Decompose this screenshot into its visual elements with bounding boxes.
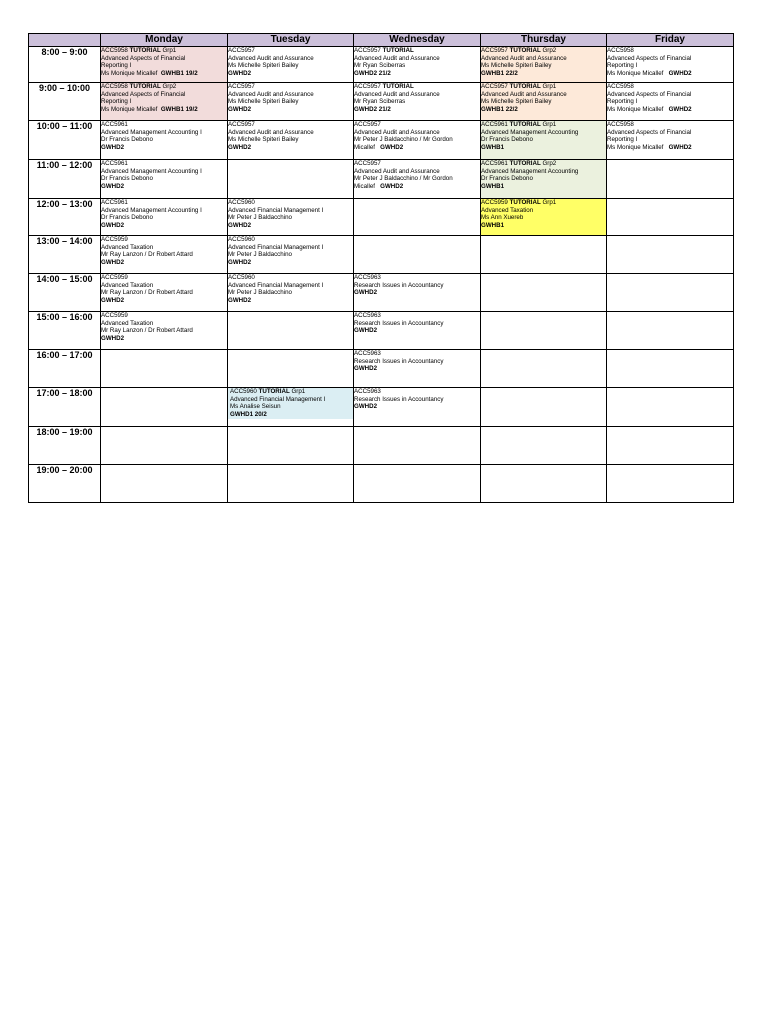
room: GWHD2 (354, 327, 378, 335)
course-title: Research Issues in Accountancy (354, 395, 444, 403)
time-row (29, 160, 734, 199)
slot-tuesday[interactable] (228, 83, 354, 121)
room: GWHD2 (228, 70, 252, 78)
lecturer: Ms Monique Micallef (607, 106, 664, 114)
course-title: Advanced Management Accounting (481, 167, 579, 175)
tutorial-tag: TUTORIAL (382, 47, 414, 54)
slot-tuesday[interactable] (228, 199, 354, 236)
course-code: ACC5961 (481, 160, 508, 167)
tutorial-tag: TUTORIAL (509, 83, 541, 90)
day-header-friday: Friday (607, 34, 734, 47)
time-label: 15:00 – 16:00 (29, 312, 101, 350)
lecturer: Dr Francis Debono (101, 214, 153, 222)
group-tag: Grp2 (542, 160, 557, 167)
course-title-cont: Reporting I (101, 62, 132, 70)
group-tag: Grp1 (542, 199, 557, 206)
time-row (29, 388, 734, 427)
slot-thursday[interactable] (481, 465, 607, 503)
slot-thursday[interactable] (481, 47, 607, 83)
time-row (29, 427, 734, 465)
slot-wednesday[interactable] (354, 236, 481, 274)
course-code: ACC5957 (481, 83, 508, 90)
time-label: 9:00 – 10:00 (29, 83, 101, 121)
lecturer: Mr Peter J Baldacchino (228, 289, 292, 297)
tutorial-highlight (228, 388, 353, 419)
room: GWHD2 (228, 144, 252, 152)
slot-monday[interactable] (101, 388, 228, 427)
lecturer: Ms Monique Micallef (607, 70, 664, 78)
slot-wednesday[interactable] (354, 47, 481, 83)
course-code: ACC5963 (354, 350, 381, 357)
lecturer: Mr Ray Lanzon / Dr Robert Attard (101, 327, 193, 335)
time-label: 17:00 – 18:00 (29, 388, 101, 427)
slot-friday[interactable] (607, 350, 734, 388)
course-code: ACC5961 (101, 199, 128, 206)
course-code: ACC5957 (228, 121, 255, 128)
course-title-cont: Reporting I (101, 98, 132, 106)
course-title: Advanced Taxation (101, 281, 154, 289)
room: GWHD2 (354, 403, 378, 411)
slot-tuesday[interactable] (228, 427, 354, 465)
day-header-monday: Monday (101, 34, 228, 47)
course-code: ACC5961 (481, 121, 508, 128)
slot-friday[interactable] (607, 312, 734, 350)
course-code: ACC5958 (101, 83, 128, 90)
course-code: ACC5957 (354, 47, 381, 54)
slot-friday[interactable] (607, 465, 734, 503)
course-title: Advanced Audit and Assurance (481, 90, 567, 98)
course-title: Advanced Financial Management I (228, 281, 324, 289)
time-label: 11:00 – 12:00 (29, 160, 101, 199)
course-title: Advanced Aspects of Financial (607, 54, 692, 62)
time-label: 8:00 – 9:00 (29, 47, 101, 83)
group-tag: Grp2 (162, 83, 177, 90)
time-label: 18:00 – 19:00 (29, 427, 101, 465)
course-title-cont: Reporting I (607, 136, 638, 144)
lecturer: Ms Michelle Spiteri Bailey (228, 98, 299, 106)
course-title: Advanced Financial Management I (228, 243, 324, 251)
time-row (29, 83, 734, 121)
lecturer-cont: Micallef (354, 144, 375, 152)
lecturer: Mr Peter J Baldacchino (228, 214, 292, 222)
room: GWHD2 (228, 297, 252, 305)
room: GWHD2 (668, 70, 692, 78)
course-title: Advanced Aspects of Financial (101, 90, 186, 98)
tutorial-tag: TUTORIAL (509, 199, 541, 206)
day-header-thursday: Thursday (481, 34, 607, 47)
course-title: Advanced Audit and Assurance (228, 54, 314, 62)
tutorial-tag: TUTORIAL (509, 47, 541, 54)
course-code: ACC5961 (101, 121, 128, 128)
slot-tuesday[interactable] (228, 274, 354, 312)
course-title: Advanced Audit and Assurance (228, 128, 314, 136)
course-title: Advanced Audit and Assurance (354, 54, 440, 62)
course-title: Advanced Audit and Assurance (228, 90, 314, 98)
group-tag: Grp2 (542, 47, 557, 54)
room: GWHD2 (228, 222, 252, 230)
course-code: ACC5963 (354, 274, 381, 281)
slot-tuesday[interactable] (228, 47, 354, 83)
room: GWHB1 22/2 (481, 106, 518, 114)
slot-friday[interactable] (607, 47, 734, 83)
time-label: 13:00 – 14:00 (29, 236, 101, 274)
course-code: ACC5959 (101, 236, 128, 243)
room: GWHD2 (380, 183, 404, 191)
lecturer: Ms Monique Micallef (101, 106, 158, 114)
slot-tuesday[interactable] (228, 312, 354, 350)
lecturer: Mr Ray Lanzon / Dr Robert Attard (101, 289, 193, 297)
room: GWHD2 (668, 144, 692, 152)
slot-wednesday[interactable] (354, 388, 481, 427)
slot-friday[interactable] (607, 83, 734, 121)
course-code: ACC5957 (354, 160, 381, 167)
time-label: 19:00 – 20:00 (29, 465, 101, 503)
slot-monday[interactable] (101, 274, 228, 312)
lecturer: Ms Monique Micallef (101, 70, 158, 78)
room: GWHB1 (481, 183, 505, 191)
lecturer: Ms Michelle Spiteri Bailey (228, 136, 299, 144)
lecturer: Ms Michelle Spiteri Bailey (481, 62, 552, 70)
course-code: ACC5957 (354, 121, 381, 128)
slot-thursday[interactable] (481, 236, 607, 274)
day-header-wednesday: Wednesday (354, 34, 481, 47)
time-label: 14:00 – 15:00 (29, 274, 101, 312)
course-code: ACC5957 (354, 83, 381, 90)
lecturer: Mr Peter J Baldacchino (228, 251, 292, 259)
course-title: Advanced Taxation (101, 243, 154, 251)
lecturer: Ms Monique Micallef (607, 144, 664, 152)
course-title: Advanced Management Accounting (481, 128, 579, 136)
room: GWHD2 (380, 144, 404, 152)
room: GWHD2 (101, 144, 125, 152)
slot-friday[interactable] (607, 388, 734, 427)
group-tag: Grp1 (542, 121, 557, 128)
room: GWHB1 19/2 (160, 106, 198, 114)
slot-thursday[interactable] (481, 388, 607, 427)
slot-monday[interactable] (101, 465, 228, 503)
slot-friday[interactable] (607, 274, 734, 312)
slot-friday[interactable] (607, 199, 734, 236)
course-title: Advanced Audit and Assurance (354, 167, 440, 175)
slot-wednesday[interactable] (354, 121, 481, 160)
slot-tuesday[interactable] (228, 121, 354, 160)
room: GWHD2 (354, 365, 378, 373)
room: GWHD2 (668, 106, 692, 114)
time-row (29, 199, 734, 236)
time-row (29, 312, 734, 350)
lecturer: Ms Analise Seisun (230, 403, 281, 411)
slot-tuesday[interactable] (228, 465, 354, 503)
slot-monday[interactable] (101, 121, 228, 160)
slot-friday[interactable] (607, 236, 734, 274)
course-title: Advanced Financial Management I (230, 395, 326, 403)
group-tag: Grp1 (291, 388, 306, 395)
course-code: ACC5963 (354, 312, 381, 319)
course-code: ACC5959 (101, 274, 128, 281)
slot-wednesday[interactable] (354, 274, 481, 312)
course-code: ACC5958 (607, 83, 634, 90)
slot-tuesday[interactable] (228, 350, 354, 388)
room: GWHB1 19/2 (160, 70, 198, 78)
course-code: ACC5959 (481, 199, 508, 206)
slot-friday[interactable] (607, 160, 734, 199)
slot-wednesday[interactable] (354, 160, 481, 199)
slot-monday[interactable] (101, 350, 228, 388)
slot-monday[interactable] (101, 160, 228, 199)
course-title: Advanced Taxation (481, 206, 534, 214)
lecturer: Ms Michelle Spiteri Bailey (481, 98, 552, 106)
course-code: ACC5961 (101, 160, 128, 167)
slot-monday[interactable] (101, 427, 228, 465)
time-label: 10:00 – 11:00 (29, 121, 101, 160)
course-title: Research Issues in Accountancy (354, 357, 444, 365)
lecturer-cont: Micallef (354, 183, 375, 191)
room: GWHD2 21/2 (354, 70, 391, 78)
slot-wednesday[interactable] (354, 312, 481, 350)
course-title: Research Issues in Accountancy (354, 281, 444, 289)
slot-tuesday[interactable] (228, 236, 354, 274)
slot-thursday[interactable] (481, 427, 607, 465)
course-title: Advanced Management Accounting I (101, 167, 202, 175)
slot-friday[interactable] (607, 121, 734, 160)
room: GWHB1 22/2 (481, 70, 518, 78)
tutorial-tag: TUTORIAL (258, 388, 290, 395)
slot-thursday[interactable] (481, 312, 607, 350)
course-title: Advanced Aspects of Financial (101, 54, 186, 62)
course-title-cont: Reporting I (607, 62, 638, 70)
lecturer: Mr Ryan Sciberras (354, 62, 406, 70)
lecturer: Mr Peter J Baldacchino / Mr Gordon (354, 136, 453, 144)
course-code: ACC5958 (607, 47, 634, 54)
course-title: Advanced Audit and Assurance (354, 90, 440, 98)
course-code: ACC5960 (230, 388, 257, 395)
slot-tuesday[interactable] (228, 160, 354, 199)
time-row (29, 236, 734, 274)
time-label: 12:00 – 13:00 (29, 199, 101, 236)
time-row (29, 465, 734, 503)
course-code: ACC5960 (228, 236, 255, 243)
lecturer: Ms Ann Xuereb (481, 214, 524, 222)
course-code: ACC5960 (228, 199, 255, 206)
room: GWHD2 (101, 297, 125, 305)
time-row (29, 350, 734, 388)
course-title-cont: Reporting I (607, 98, 638, 106)
lecturer: Ms Michelle Spiteri Bailey (228, 62, 299, 70)
course-code: ACC5959 (101, 312, 128, 319)
course-title: Advanced Management Accounting I (101, 128, 202, 136)
course-code: ACC5960 (228, 274, 255, 281)
slot-monday[interactable] (101, 47, 228, 83)
slot-thursday[interactable] (481, 160, 607, 199)
time-label: 16:00 – 17:00 (29, 350, 101, 388)
course-title: Advanced Financial Management I (228, 206, 324, 214)
course-code: ACC5957 (228, 47, 255, 54)
header-row (29, 34, 734, 47)
slot-monday[interactable] (101, 199, 228, 236)
tutorial-tag: TUTORIAL (129, 83, 161, 90)
course-title: Advanced Management Accounting I (101, 206, 202, 214)
slot-monday[interactable] (101, 83, 228, 121)
slot-wednesday[interactable] (354, 465, 481, 503)
room: GWHD2 (228, 106, 252, 114)
slot-wednesday[interactable] (354, 83, 481, 121)
room: GWHD2 (228, 259, 252, 267)
lecturer: Mr Ray Lanzon / Dr Robert Attard (101, 251, 193, 259)
course-title: Advanced Audit and Assurance (481, 54, 567, 62)
room: GWHD1 20/2 (230, 411, 267, 419)
lecturer: Mr Peter J Baldacchino / Mr Gordon (354, 175, 453, 183)
room: GWHD2 (354, 289, 378, 297)
slot-wednesday[interactable] (354, 199, 481, 236)
room: GWHB1 (481, 222, 505, 230)
time-row (29, 121, 734, 160)
course-title: Advanced Aspects of Financial (607, 128, 692, 136)
lecturer: Dr Francis Debono (101, 136, 153, 144)
slot-wednesday[interactable] (354, 350, 481, 388)
group-tag: Grp1 (162, 47, 177, 54)
course-title: Advanced Aspects of Financial (607, 90, 692, 98)
course-code: ACC5958 (101, 47, 128, 54)
time-row (29, 274, 734, 312)
slot-friday[interactable] (607, 427, 734, 465)
group-tag: Grp1 (542, 83, 557, 90)
corner-cell (29, 34, 101, 47)
slot-thursday[interactable] (481, 199, 607, 236)
slot-monday[interactable] (101, 312, 228, 350)
lecturer: Dr Francis Debono (481, 136, 533, 144)
tutorial-tag: TUTORIAL (509, 121, 541, 128)
lecturer: Dr Francis Debono (101, 175, 153, 183)
slot-thursday[interactable] (481, 350, 607, 388)
room: GWHD2 21/2 (354, 106, 391, 114)
tutorial-tag: TUTORIAL (129, 47, 161, 54)
timetable (28, 33, 734, 503)
course-title: Research Issues in Accountancy (354, 319, 444, 327)
time-row (29, 47, 734, 83)
tutorial-tag: TUTORIAL (509, 160, 541, 167)
tutorial-tag: TUTORIAL (382, 83, 414, 90)
room: GWHD2 (101, 259, 125, 267)
slot-tuesday[interactable] (228, 388, 354, 427)
course-code: ACC5958 (607, 121, 634, 128)
day-header-tuesday: Tuesday (228, 34, 354, 47)
lecturer: Mr Ryan Sciberras (354, 98, 406, 106)
course-title: Advanced Taxation (101, 319, 154, 327)
course-title: Advanced Audit and Assurance (354, 128, 440, 136)
slot-thursday[interactable] (481, 83, 607, 121)
room: GWHD2 (101, 222, 125, 230)
slot-thursday[interactable] (481, 121, 607, 160)
room: GWHD2 (101, 335, 125, 343)
room: GWHD2 (101, 183, 125, 191)
slot-wednesday[interactable] (354, 427, 481, 465)
course-code: ACC5957 (481, 47, 508, 54)
lecturer: Dr Francis Debono (481, 175, 533, 183)
room: GWHB1 (481, 144, 505, 152)
course-code: ACC5963 (354, 388, 381, 395)
slot-monday[interactable] (101, 236, 228, 274)
slot-thursday[interactable] (481, 274, 607, 312)
course-code: ACC5957 (228, 83, 255, 90)
